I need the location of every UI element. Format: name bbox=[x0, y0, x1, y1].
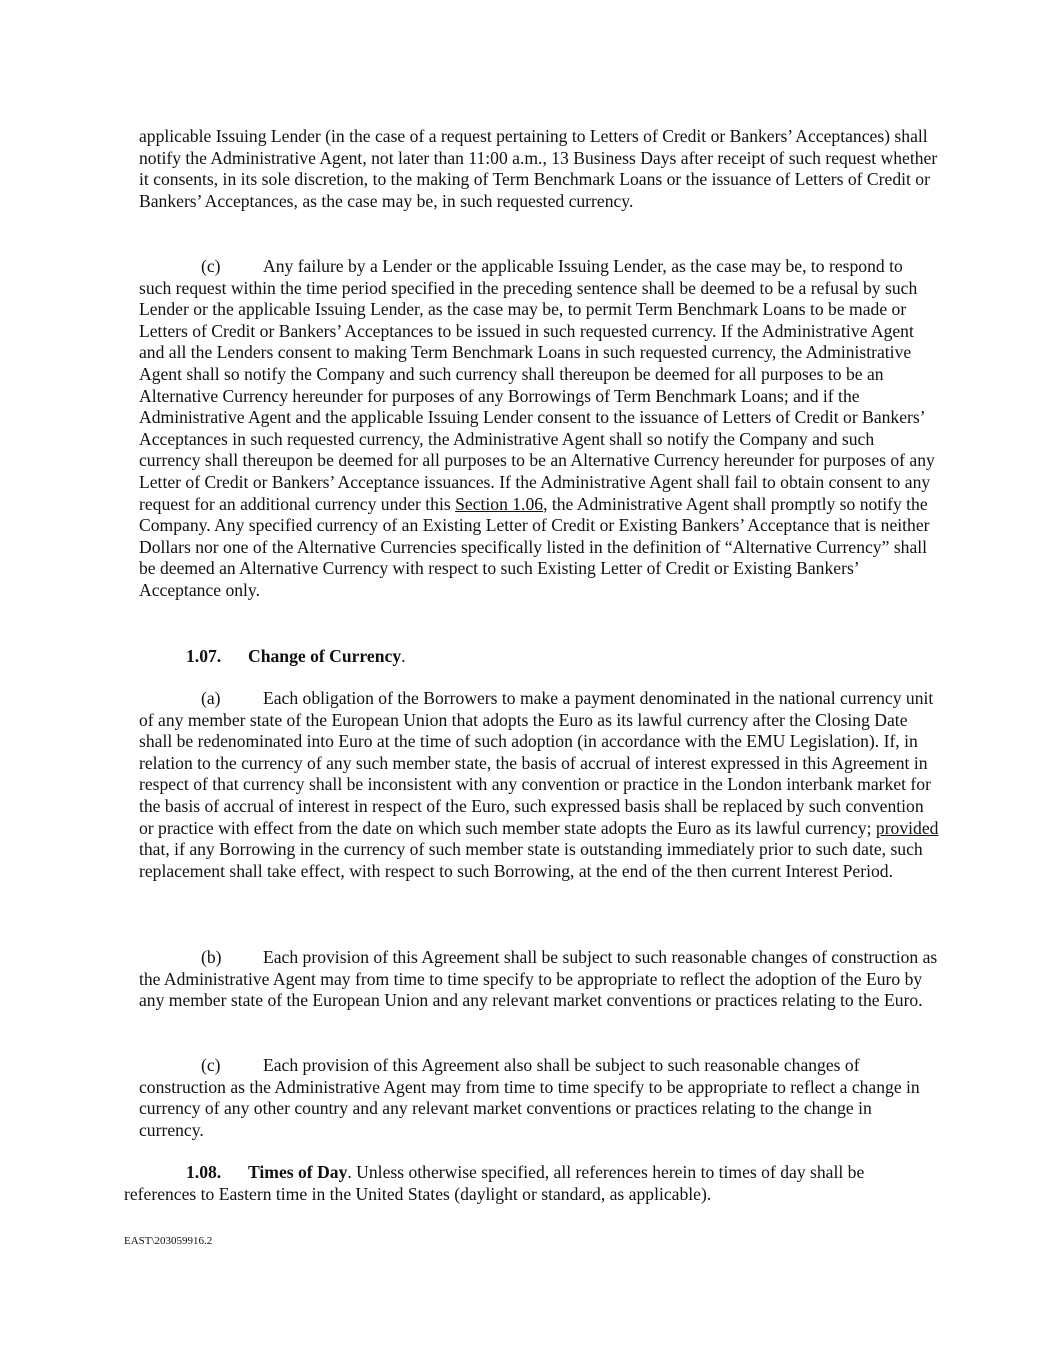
provided-term: provided bbox=[875, 817, 939, 838]
document-footer-id: EAST\203059916.2 bbox=[124, 1235, 213, 1247]
section-reference-link: Section 1.06 bbox=[455, 493, 544, 514]
paragraph-a-obligation bbox=[139, 688, 939, 882]
paragraph-c-failure bbox=[139, 256, 939, 602]
clause-label: (a) bbox=[201, 688, 221, 708]
section-number: 1.08. bbox=[186, 1162, 222, 1182]
paragraph-b-provision bbox=[139, 947, 939, 1012]
clause-label: (c) bbox=[201, 1055, 221, 1075]
paragraph-text: Each provision of this Agreement also shall be subject to such reasonable changes of construction as the Administrative Agent may from time to time specify to be appropriate to reflect a change in currency of any other country and any relevant market conventions or practices relating to the change in currency. bbox=[139, 1055, 920, 1140]
paragraph-text: Any failure by a Lender or the applicable Issuing Lender, as the case may be, to respond to such request within the time period specified in the preceding sentence shall be deemed to be a refusal by such Lender or the applicable Issuing Lender, as the case may be, to permit Term Benchmark Loans to be made or Letters of Credit or Bankers’ Acceptances to be issued in such requested currency. If the Administrative Agent and all the Lenders consent to making Term Benchmark Loans in such requested currency, the Administrative Agent shall so notify the Company and such currency shall thereupon be deemed for all purposes to be an Alternative Currency hereunder for purposes of any Borrowings of Term Benchmark Loans; and if the Administrative Agent and the applicable Issuing Lender consent to the issuance of Letters of Credit or Bankers’ Acceptances in such requested currency, the Administrative Agent shall so notify the Company and such currency shall thereupon be deemed for all purposes to be an Alternative Currency hereunder for purposes of any Letter of Credit or Bankers’ Acceptance issuances. If the Administrative Agent shall fail to obtain consent to any request for an additional currency under this bbox=[139, 256, 935, 514]
paragraph-1-08-times-of-day bbox=[124, 1162, 939, 1205]
paragraph-text: , the Administrative Agent shall promptly so notify the Company. Any specified currency of an Existing Letter of Credit or Existing Bankers’ Acceptance that is neither Dollars nor one of the Alternative Currencies specifically listed in the definition of “Alternative Currency” shall be deemed an Alternative Currency with respect to such Existing Letter of Credit or Existing Bankers’ Acceptance only. bbox=[139, 493, 930, 600]
section-title: Change of Currency bbox=[248, 646, 402, 666]
section-title-punct: . bbox=[401, 646, 406, 666]
section-number: 1.07. bbox=[186, 646, 222, 666]
clause-label: (b) bbox=[201, 947, 222, 967]
clause-label: (c) bbox=[201, 256, 221, 276]
paragraph-intro: applicable Issuing Lender (in the case of a request pertaining to Letters of Credit or Bankers’ Acceptances) shall notify the Administrative Agent, not later than 11:00 a.m., 13 Business Days after receipt of such request whether it consents, in its sole discretion, to the making of Term Benchmark Loans or the issuance of Letters of Credit or Bankers’ Acceptances, as the case may be, in such requested currency. bbox=[139, 126, 938, 211]
paragraph-text: Each provision of this Agreement shall be subject to such reasonable changes of construction as the Administrative Agent may from time to time specify to be appropriate to reflect the adoption of the Euro by any member state of the European Union and any relevant market conventions or practices relating to the Euro. bbox=[139, 947, 938, 1011]
paragraph-text: that, if any Borrowing in the currency of such member state is outstanding immediately prior to such date, such replacement shall take effect, with respect to such Borrowing, at the end of the then current Interest Period. bbox=[139, 839, 923, 881]
paragraph-text: . Unless otherwise specified, all references herein to times of day shall be references to Eastern time in the United States (daylight or standard, as applicable). bbox=[124, 1162, 865, 1204]
section-heading-1-07 bbox=[186, 646, 406, 668]
paragraph-text: Each obligation of the Borrowers to make a payment denominated in the national currency unit of any member state of the European Union that adopts the Euro as its lawful currency after the Closing Date shall be redenominated into Euro at the time of such adoption (in accordance with the EMU Legislation). If, in relation to the currency of any such member state, the basis of accrual of interest expressed in this Agreement in respect of that currency shall be inconsistent with any convention or practice in the London interbank market for the basis of accrual of interest in respect of the Euro, such expressed basis shall be replaced by such convention or practice with effect from the date on which such member state adopts the Euro as its lawful currency; bbox=[139, 688, 934, 838]
paragraph-c-provision bbox=[139, 1055, 939, 1141]
section-title: Times of Day bbox=[248, 1162, 348, 1182]
